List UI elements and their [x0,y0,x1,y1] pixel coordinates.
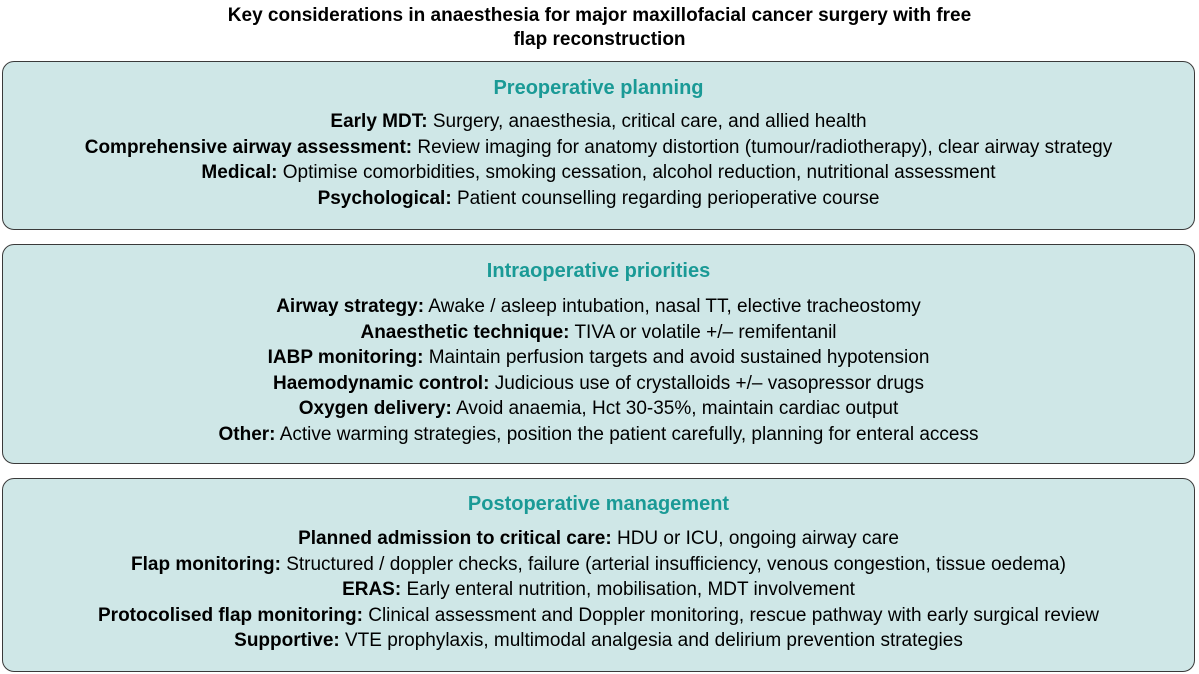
item-text: Active warming strategies, position the patient carefully, planning for enteral access [275,423,979,445]
item-label: Medical: [201,162,278,183]
list-item [3,526,1194,552]
item-text: Early enteral nutrition, mobilisation, MDT involvement [401,579,855,600]
item-label: Comprehensive airway assessment: [84,136,413,158]
list-item [3,135,1194,161]
item-label: Planned admission to critical care: [298,528,612,549]
list-item [3,109,1194,135]
list-item [3,422,1194,448]
list-item [3,396,1194,422]
item-text: HDU or ICU, ongoing airway care [611,528,899,549]
item-label: Protocolised flap monitoring: [98,604,363,626]
item-text: Review imaging for anatomy distortion (tumour/radiotherapy), clear airway strategy [412,136,1113,158]
item-label: IABP monitoring: [267,347,424,368]
list-item [3,577,1194,603]
item-text: Structured / doppler checks, failure (arterial insufficiency, venous congestion, tissue oedema) [280,553,1066,575]
item-text: Clinical assessment and Doppler monitoring, rescue pathway with early surgical review [362,604,1099,626]
item-label: Other: [218,423,276,445]
panel-preoperative-planning [2,61,1195,230]
list-item [3,186,1194,212]
panel-intraoperative-priorities [2,244,1195,464]
item-label: Flap monitoring: [131,553,281,575]
panel-heading: Intraoperative priorities [486,260,711,282]
item-text: TIVA or volatile +/– remifentanil [569,321,837,343]
list-item [3,628,1194,654]
item-label: Airway strategy: [276,296,425,317]
list-item [3,160,1194,186]
panel-heading: Postoperative management [467,493,730,515]
panel-heading: Preoperative planning [493,77,704,99]
item-label: Oxygen delivery: [298,398,452,419]
list-item [3,320,1194,346]
figure-title [0,4,1199,52]
item-label: Anaesthetic technique: [360,321,570,343]
item-label: Supportive: [234,630,340,651]
panel-postoperative-management [2,478,1195,672]
figure-title-line-1: Key considerations in anaesthesia for major maxillofacial cancer surgery with free [227,5,972,26]
item-text: Judicious use of crystalloids +/– vasopressor drugs [489,372,924,394]
list-item [3,603,1194,629]
item-label: Psychological: [317,187,452,209]
list-item [3,552,1194,578]
item-text: Avoid anaemia, Hct 30-35%, maintain cardiac output [451,398,899,419]
item-text: VTE prophylaxis, multimodal analgesia and delirium prevention strategies [339,630,963,651]
figure-title-line-2: flap reconstruction [513,29,686,50]
item-label: Haemodynamic control: [272,372,490,394]
item-label: ERAS: [342,579,402,600]
item-text: Awake / asleep intubation, nasal TT, elective tracheostomy [424,296,921,317]
item-text: Optimise comorbidities, smoking cessation, alcohol reduction, nutritional assessment [277,162,996,183]
list-item [3,345,1194,371]
item-text: Surgery, anaesthesia, critical care, and allied health [427,111,867,132]
item-text: Patient counselling regarding perioperative course [451,187,880,209]
item-text: Maintain perfusion targets and avoid sustained hypotension [423,347,930,368]
list-item [3,294,1194,320]
list-item [3,371,1194,397]
item-label: Early MDT: [330,111,428,132]
